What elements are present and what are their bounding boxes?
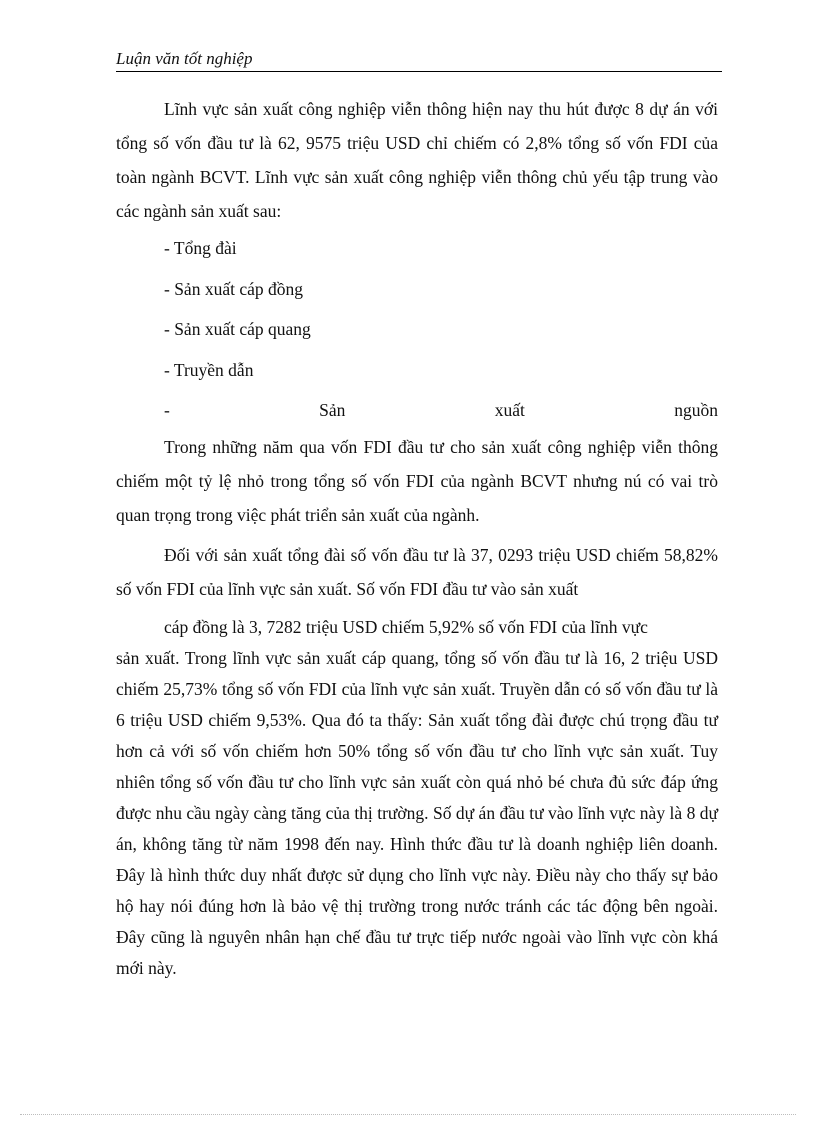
paragraph-cable: sản xuất. Trong lĩnh vực sản xuất cáp quang, tổng số vốn đầu tư là 16, 2 triệu USD chiếm 25,73% tổng số vốn FDI của lĩnh vực sản xuất. Truyền dẫn có số vốn đầu tư là 6 triệu USD chiếm 9,53%. Qua đó ta thấy: Sản xuất tổng đài được chú trọng đầu tư hơn cả với số vốn chiếm hơn 50% tổng số vốn đầu tư cho lĩnh vực sản xuất. Tuy nhiên tổng số vốn đầu tư cho lĩnh vực sản xuất còn quá nhỏ bé chưa đủ sức đáp ứng được nhu cầu ngày càng tăng của thị trường. Số dự án đầu tư vào lĩnh vực này là 8 dự án, không tăng từ năm 1998 đến nay. Hình thức đầu tư là doanh nghiệp liên doanh. Đây là hình thức duy nhất được sử dụng cho lĩnh vực này. Điều này cho thấy sự bảo hộ hay nói đúng hơn là bảo vệ thị trường trong nước tránh các tác động bên ngoài. Đây cũng là nguyên nhân hạn chế đầu tư trực tiếp nước ngoài vào lĩnh vực còn khá mới này. (116, 648, 718, 978)
paragraph-intro: Lĩnh vực sản xuất công nghiệp viễn thông hiện nay thu hút được 8 dự án với tổng số vốn đầu tư là 62, 9575 triệu USD chỉ chiếm có 2,8% tổng số vốn FDI của toàn ngành BCVT. Lĩnh vực sản xuất công nghiệp viễn thông chủ yếu tập trung vào các ngành sản xuất sau: (116, 99, 718, 221)
page-footer-divider (20, 1114, 796, 1115)
paragraph-cable-first-line: cáp đồng là 3, 7282 triệu USD chiếm 5,92% số vốn FDI của lĩnh vực (164, 617, 648, 637)
header-title: Luận văn tốt nghiệp (116, 49, 253, 68)
paragraph-role: Trong những năm qua vốn FDI đầu tư cho sản xuất công nghiệp viễn thông chiếm một tỷ lệ nhỏ trong tổng số vốn FDI của ngành BCVT nhưng nú có vai trò quan trọng trong việc phát triển sản xuất của ngành. (116, 437, 718, 525)
list-word: nguồn (674, 400, 718, 420)
paragraph-switchboard: Đối với sản xuất tổng đài số vốn đầu tư là 37, 0293 triệu USD chiếm 58,82% số vốn FDI của lĩnh vực sản xuất. Số vốn FDI đầu tư vào sản xuất (116, 545, 718, 599)
production-list (116, 228, 718, 430)
list-word: xuất (494, 400, 525, 420)
list-item: - Sản xuất cáp quang (164, 319, 311, 339)
list-item: - Sản xuất cáp đồng (164, 278, 303, 299)
list-word: Sản (319, 400, 346, 420)
page-header (116, 48, 722, 72)
list-dash: - (164, 400, 170, 420)
list-item: - Truyền dẫn (164, 359, 254, 380)
list-item-spread (116, 390, 718, 430)
list-item: - Tổng đài (164, 238, 237, 258)
document-body (116, 92, 718, 984)
